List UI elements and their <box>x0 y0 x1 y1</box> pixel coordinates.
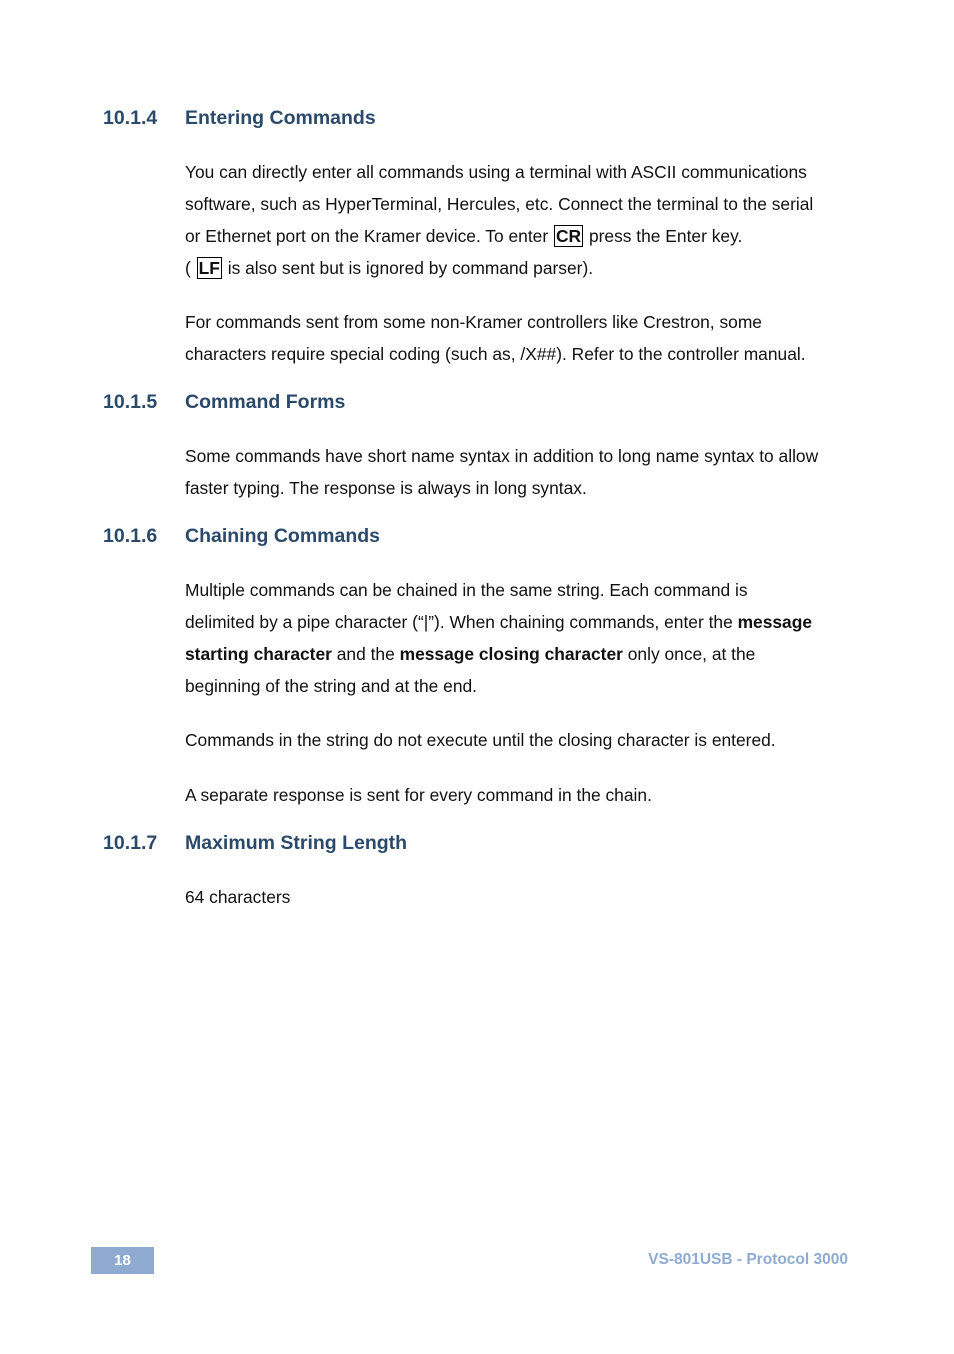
key-cr-box: CR <box>555 226 582 246</box>
text-line: A separate response is sent for every command in the chain. <box>185 785 652 805</box>
text-line <box>185 606 857 638</box>
text-line: Commands in the string do not execute until the closing character is entered. <box>185 730 776 750</box>
text-line: characters require special coding (such as, /X##). Refer to the controller manual. <box>185 344 806 364</box>
section-heading-entering-commands <box>103 106 376 130</box>
bold-term: message <box>737 612 813 632</box>
bold-term: starting character <box>185 644 332 664</box>
text-line: Multiple commands can be chained in the same string. Each command is <box>185 580 748 600</box>
text-fragment: ( <box>185 258 196 278</box>
text-line: You can directly enter all commands using a terminal with ASCII communications <box>185 162 807 182</box>
section-heading-chaining-commands <box>103 524 380 548</box>
paragraph-non-kramer-controllers <box>185 306 857 370</box>
page-number-badge: 18 <box>91 1247 154 1274</box>
section-title: Command Forms <box>185 391 346 413</box>
text-line <box>185 220 857 252</box>
text-line: faster typing. The response is always in long syntax. <box>185 478 587 498</box>
bold-term: message closing character <box>399 644 623 664</box>
text-fragment: press the Enter key. <box>584 226 743 246</box>
text-line: software, such as HyperTerminal, Hercules, etc. Connect the terminal to the serial <box>185 194 814 214</box>
text-fragment: delimited by a pipe character (“|”). When chaining commands, enter the <box>185 612 738 632</box>
text-line: beginning of the string and at the end. <box>185 676 477 696</box>
key-lf-box: LF <box>198 258 220 278</box>
paragraph-closing-character <box>185 724 857 756</box>
section-heading-command-forms <box>103 390 345 414</box>
paragraph-command-forms <box>185 440 857 504</box>
section-number: 10.1.6 <box>103 525 158 547</box>
footer-document-title: VS-801USB - Protocol 3000 <box>648 1251 848 1268</box>
text-line: Some commands have short name syntax in addition to long name syntax to allow <box>185 446 819 466</box>
text-fragment: only once, at the <box>622 644 756 664</box>
section-heading-maximum-string-length <box>103 831 407 855</box>
text-fragment: and the <box>331 644 400 664</box>
text-fragment: or Ethernet port on the Kramer device. To enter <box>185 226 553 246</box>
text-line <box>185 252 857 284</box>
section-title: Chaining Commands <box>185 525 381 547</box>
paragraph-chaining-commands <box>185 574 857 702</box>
section-title: Maximum String Length <box>185 832 408 854</box>
paragraph-maximum-string-length <box>185 881 857 913</box>
section-number: 10.1.4 <box>103 107 158 129</box>
section-title: Entering Commands <box>185 107 376 129</box>
section-number: 10.1.5 <box>103 391 158 413</box>
text-fragment: is also sent but is ignored by command parser). <box>222 258 594 278</box>
paragraph-separate-response <box>185 779 857 811</box>
text-line <box>185 638 857 670</box>
paragraph-entering-commands <box>185 156 857 284</box>
text-line: 64 characters <box>185 887 291 907</box>
text-line: For commands sent from some non-Kramer controllers like Crestron, some <box>185 312 762 332</box>
section-number: 10.1.7 <box>103 832 158 854</box>
